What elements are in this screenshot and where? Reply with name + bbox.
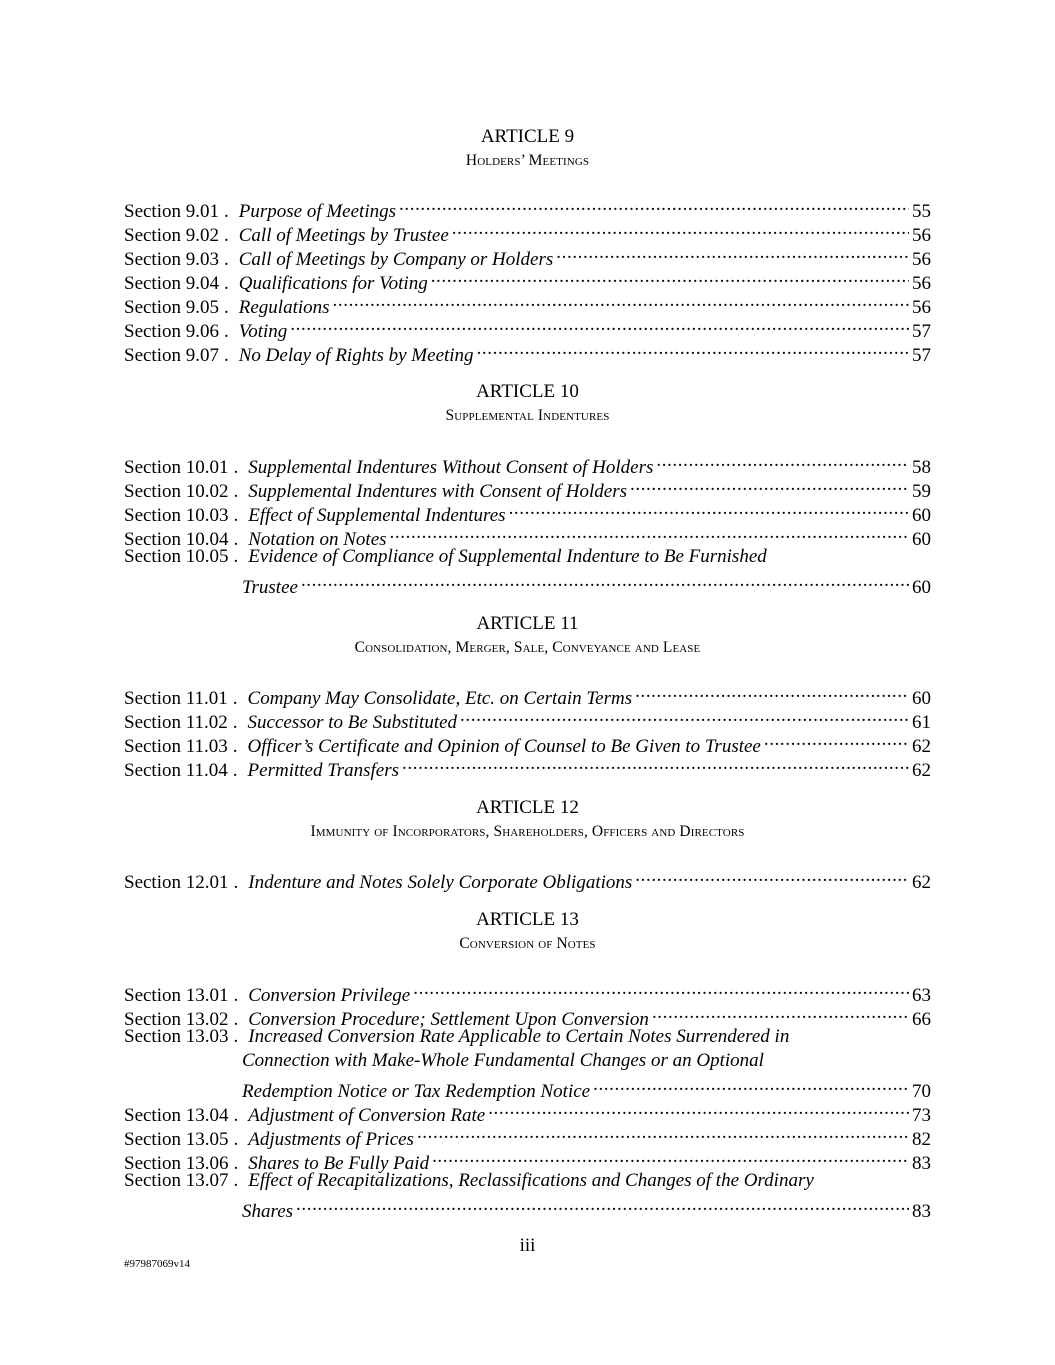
separator: . — [233, 1129, 239, 1150]
article-number: ARTICLE 10 — [476, 381, 579, 402]
section-title: Effect of Recapitalizations, Reclassifications and Changes of the Ordinary — [248, 1170, 814, 1191]
section-title: Adjustment of Conversion Rate — [248, 1105, 486, 1126]
page-number: 56 — [912, 225, 931, 246]
page-number: 62 — [912, 872, 931, 893]
article-heading — [0, 380, 1055, 428]
dot-leader — [477, 337, 909, 361]
toc-entry[interactable] — [124, 680, 931, 709]
dot-leader — [290, 313, 909, 337]
toc-entry[interactable] — [124, 1001, 931, 1030]
section-title: Supplemental Indentures Without Consent of Holders — [248, 457, 654, 478]
dot-leader — [333, 289, 909, 313]
article-title: Conversion of Notes — [459, 935, 596, 952]
page-number-footer: iii — [519, 1235, 536, 1256]
toc-entry[interactable] — [124, 337, 931, 366]
page-number: 73 — [912, 1105, 931, 1126]
section-title: No Delay of Rights by Meeting — [238, 345, 474, 366]
article-heading — [0, 612, 1055, 660]
section-title: Adjustments of Prices — [248, 1129, 414, 1150]
toc-entry[interactable] — [124, 752, 931, 781]
page-number: 66 — [912, 1009, 931, 1030]
article-title: Immunity of Incorporators, Shareholders, Officers and Directors — [310, 823, 745, 840]
section-number: Section 13.02 — [124, 1009, 229, 1030]
toc-entry[interactable] — [124, 193, 931, 222]
separator: . — [224, 273, 229, 294]
toc-entry[interactable] — [124, 217, 931, 246]
toc-entry-continuation[interactable] — [124, 1193, 931, 1222]
section-number: Section 10.03 — [124, 505, 229, 526]
toc-entry[interactable] — [124, 289, 931, 318]
dot-leader — [656, 449, 909, 473]
dot-leader — [301, 569, 909, 593]
dot-leader — [460, 704, 909, 728]
page-number: 59 — [912, 481, 931, 502]
toc-section-list — [124, 449, 931, 598]
section-title: Shares — [242, 1201, 294, 1222]
section-title: Increased Conversion Rate Applicable to Certain Notes Surrendered in — [248, 1026, 790, 1047]
separator: . — [233, 529, 239, 550]
separator: . — [233, 546, 239, 567]
separator: . — [233, 457, 239, 478]
page-number: 57 — [912, 321, 931, 342]
toc-entry-continuation[interactable] — [124, 1073, 931, 1102]
page-number: 56 — [912, 297, 931, 318]
dot-leader — [417, 1121, 909, 1145]
toc-section-list — [124, 193, 931, 366]
section-number: Section 10.05 — [124, 546, 229, 567]
dot-leader — [635, 680, 909, 704]
section-number: Section 13.01 — [124, 985, 229, 1006]
separator: . — [233, 985, 239, 1006]
toc-entry[interactable] — [124, 1097, 931, 1126]
toc-entry[interactable] — [124, 1121, 931, 1150]
article-number: ARTICLE 13 — [476, 909, 579, 930]
toc-section-list — [124, 977, 931, 1222]
separator: . — [224, 201, 229, 222]
dot-leader — [488, 1097, 909, 1121]
page-number: 63 — [912, 985, 931, 1006]
page-number: 60 — [912, 688, 931, 709]
dot-leader — [593, 1073, 909, 1097]
page-number: 61 — [912, 712, 931, 733]
section-number: Section 11.01 — [124, 688, 228, 709]
section-number: Section 10.04 — [124, 529, 229, 550]
section-title: Purpose of Meetings — [238, 201, 397, 222]
section-title: Regulations — [238, 297, 330, 318]
section-number: Section 9.04 — [124, 273, 219, 294]
page-number: 62 — [912, 760, 931, 781]
article-number: ARTICLE 9 — [480, 126, 575, 147]
page-number: 83 — [912, 1153, 931, 1174]
separator: . — [233, 1009, 239, 1030]
section-title: Call of Meetings by Trustee — [238, 225, 449, 246]
dot-leader — [652, 1001, 909, 1025]
separator: . — [233, 1153, 239, 1174]
separator: . — [224, 225, 229, 246]
page-number: 60 — [912, 529, 931, 550]
section-number: Section 9.02 — [124, 225, 219, 246]
article-title: Holders’ Meetings — [465, 152, 590, 169]
section-title: Trustee — [242, 577, 298, 598]
dot-leader — [452, 217, 909, 241]
section-number: Section 13.06 — [124, 1153, 229, 1174]
section-number: Section 9.01 — [124, 201, 219, 222]
page-number: 62 — [912, 736, 931, 757]
separator: . — [233, 481, 239, 502]
article-number: ARTICLE 11 — [476, 613, 579, 634]
section-title: Evidence of Compliance of Supplemental Indenture to Be Furnished — [248, 546, 767, 567]
toc-entry[interactable] — [124, 864, 931, 893]
separator: . — [233, 1026, 239, 1047]
toc-entry[interactable] — [124, 728, 931, 757]
toc-entry[interactable] — [124, 977, 931, 1006]
article-heading — [0, 796, 1055, 844]
toc-entry[interactable] — [124, 704, 931, 733]
separator: . — [224, 297, 229, 318]
section-number: Section 10.01 — [124, 457, 229, 478]
section-title: Indenture and Notes Solely Corporate Obligations — [248, 872, 633, 893]
separator: . — [224, 345, 229, 366]
section-number: Section 11.03 — [124, 736, 228, 757]
toc-entry[interactable] — [124, 265, 931, 294]
dot-leader — [399, 193, 909, 217]
dot-leader — [432, 1145, 909, 1169]
page-number: 57 — [912, 345, 931, 366]
toc-entry[interactable] — [124, 1145, 931, 1174]
toc-entry[interactable] — [124, 241, 931, 270]
dot-leader — [431, 265, 909, 289]
toc-entry[interactable] — [124, 473, 931, 502]
section-title: Conversion Procedure; Settlement Upon Conversion — [248, 1009, 649, 1030]
dot-leader — [402, 752, 909, 776]
article-heading — [0, 908, 1055, 956]
section-number: Section 10.02 — [124, 481, 229, 502]
separator: . — [224, 321, 229, 342]
section-title: Notation on Notes — [248, 529, 387, 550]
dot-leader — [764, 728, 909, 752]
toc-entry[interactable] — [124, 521, 931, 550]
dot-leader — [413, 977, 909, 1001]
separator: . — [232, 688, 238, 709]
section-number: Section 13.03 — [124, 1026, 229, 1047]
page-number: 83 — [912, 1201, 931, 1222]
section-title: Successor to Be Substituted — [247, 712, 458, 733]
dot-leader — [556, 241, 909, 265]
toc-entry[interactable] — [124, 1169, 931, 1193]
page-number: 55 — [912, 201, 931, 222]
page-number: 70 — [912, 1081, 931, 1102]
section-number: Section 13.05 — [124, 1129, 229, 1150]
article-heading — [0, 125, 1055, 173]
page-number: 60 — [912, 577, 931, 598]
dot-leader — [635, 864, 909, 888]
separator: . — [232, 712, 238, 733]
page-number: 82 — [912, 1129, 931, 1150]
section-title: Supplemental Indentures with Consent of Holders — [248, 481, 627, 502]
toc-section-list — [124, 680, 931, 781]
section-title: Company May Consolidate, Etc. on Certain Terms — [247, 688, 633, 709]
toc-entry[interactable] — [124, 1025, 931, 1049]
toc-entry[interactable] — [124, 313, 931, 342]
separator: . — [224, 249, 229, 270]
page-number: 58 — [912, 457, 931, 478]
separator: . — [233, 505, 239, 526]
section-number: Section 11.02 — [124, 712, 228, 733]
separator: . — [233, 1105, 239, 1126]
section-number: Section 9.03 — [124, 249, 219, 270]
dot-leader — [509, 497, 909, 521]
section-title: Permitted Transfers — [247, 760, 400, 781]
toc-entry[interactable] — [124, 545, 931, 569]
section-title: Connection with Make-Whole Fundamental Changes or an Optional — [242, 1050, 764, 1071]
toc-section-list — [124, 864, 931, 893]
section-number: Section 13.07 — [124, 1170, 229, 1191]
section-number: Section 11.04 — [124, 760, 228, 781]
section-number: Section 13.04 — [124, 1105, 229, 1126]
dot-leader — [390, 521, 909, 545]
toc-entry-continuation[interactable] — [124, 1049, 931, 1073]
separator: . — [233, 1170, 239, 1191]
section-title: Qualifications for Voting — [238, 273, 428, 294]
toc-entry[interactable] — [124, 449, 931, 478]
page-number: 56 — [912, 273, 931, 294]
section-title: Conversion Privilege — [248, 985, 411, 1006]
section-title: Shares to Be Fully Paid — [248, 1153, 430, 1174]
section-number: Section 9.05 — [124, 297, 219, 318]
dot-leader — [296, 1193, 909, 1217]
article-title: Supplemental Indentures — [445, 407, 610, 424]
section-title: Officer’s Certificate and Opinion of Counsel to Be Given to Trustee — [247, 736, 761, 757]
separator: . — [232, 760, 238, 781]
section-title: Voting — [238, 321, 288, 342]
section-title: Call of Meetings by Company or Holders — [238, 249, 554, 270]
separator: . — [232, 736, 238, 757]
page-number: 60 — [912, 505, 931, 526]
article-number: ARTICLE 12 — [476, 797, 579, 818]
dot-leader — [630, 473, 909, 497]
separator: . — [233, 872, 239, 893]
section-number: Section 9.07 — [124, 345, 219, 366]
page-number: 56 — [912, 249, 931, 270]
article-title: Consolidation, Merger, Sale, Conveyance and Lease — [354, 639, 701, 656]
document-id: #97987069v14 — [124, 1258, 190, 1270]
section-title: Effect of Supplemental Indentures — [248, 505, 506, 526]
section-number: Section 9.06 — [124, 321, 219, 342]
toc-entry-continuation[interactable] — [124, 569, 931, 598]
section-title: Redemption Notice or Tax Redemption Notice — [242, 1081, 591, 1102]
section-number: Section 12.01 — [124, 872, 229, 893]
toc-entry[interactable] — [124, 497, 931, 526]
